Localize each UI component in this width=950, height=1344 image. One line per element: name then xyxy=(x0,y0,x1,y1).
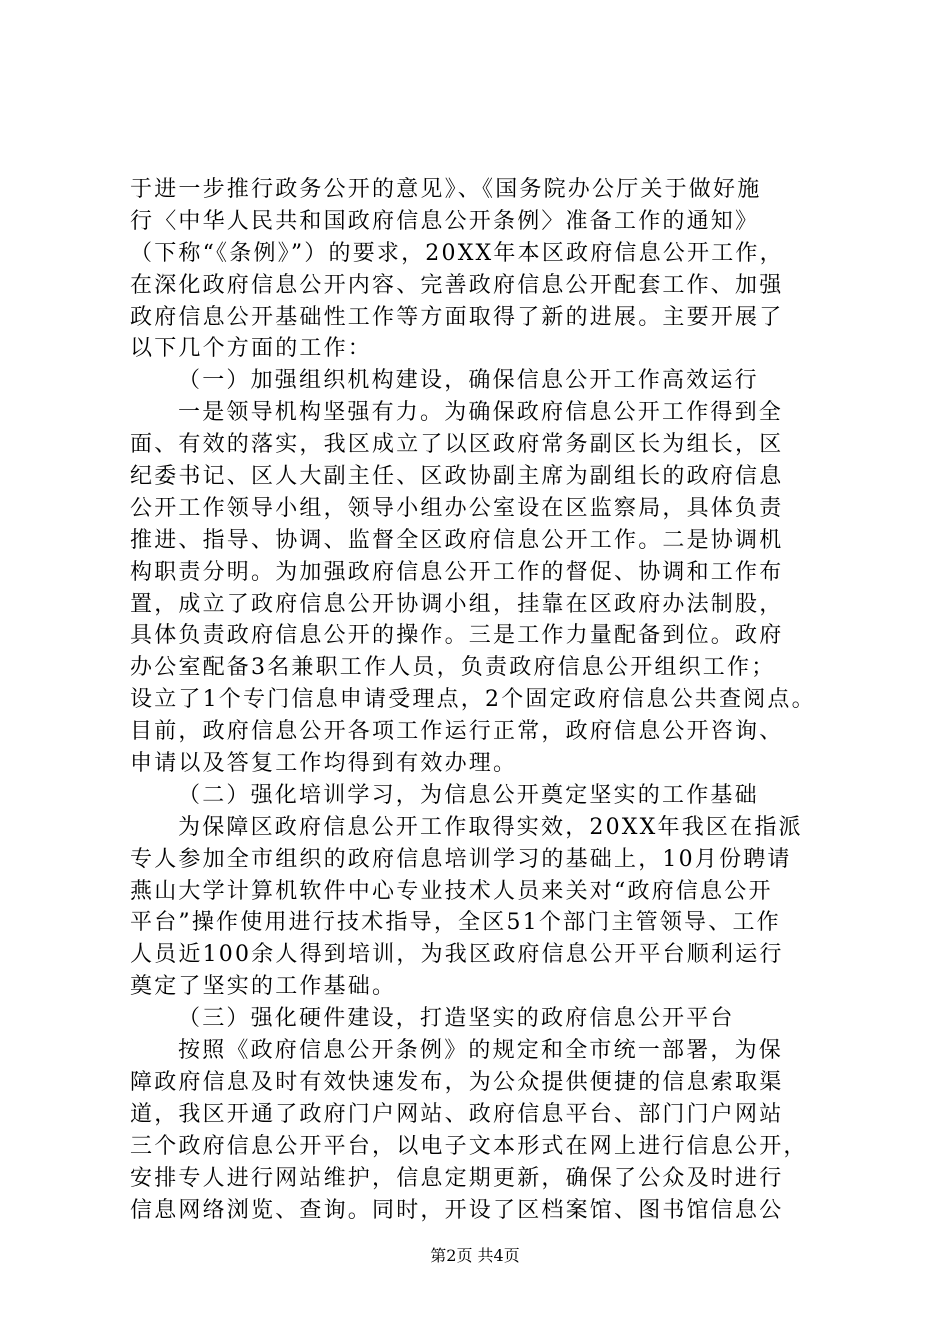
text-line: （一）加强组织机构建设，确保信息公开工作高效运行 xyxy=(178,368,759,394)
document-body xyxy=(130,174,830,1226)
text-line: 具体负责政府信息公开的操作。三是工作力量配备到位。政府 xyxy=(130,623,784,649)
text-line: 以下几个方面的工作： xyxy=(130,336,373,362)
text-line: 奠定了坚实的工作基础。 xyxy=(130,974,397,1000)
text-line: 置，成立了政府信息公开协调小组，挂靠在区政府办法制股， xyxy=(130,591,784,617)
text-line: 政府信息公开基础性工作等方面取得了新的进展。主要开展了 xyxy=(130,304,784,330)
text-line: （三）强化硬件建设，打造坚实的政府信息公开平台 xyxy=(178,1006,735,1032)
text-line: 设立了1个专门信息申请受理点，2个固定政府信息公共查阅点。 xyxy=(130,687,816,713)
text-line: 办公室配备3名兼职工作人员，负责政府信息公开组织工作； xyxy=(130,655,776,681)
text-line: 目前，政府信息公开各项工作运行正常，政府信息公开咨询、 xyxy=(130,719,784,745)
text-line: 平台”操作使用进行技术指导，全区51个部门主管领导、工作 xyxy=(130,910,781,936)
text-line: 燕山大学计算机软件中心专业技术人员来关对“政府信息公开 xyxy=(130,878,773,904)
text-line: 申请以及答复工作均得到有效办理。 xyxy=(130,751,518,777)
text-line: 行〈中华人民共和国政府信息公开条例〉准备工作的通知》 xyxy=(130,208,760,234)
text-line: 公开工作领导小组，领导小组办公室设在区监察局，具体负责 xyxy=(130,495,784,521)
text-line: 障政府信息及时有效快速发布，为公众提供便捷的信息索取渠 xyxy=(130,1069,784,1095)
text-line: 信息网络浏览、查询。同时，开设了区档案馆、图书馆信息公 xyxy=(130,1197,784,1223)
page-footer: 第2页 共4页 xyxy=(430,1246,520,1265)
text-line: 面、有效的落实，我区成立了以区政府常务副区长为组长，区 xyxy=(130,432,784,458)
text-line: 于进一步推行政务公开的意见》、《国务院办公厅关于做好施 xyxy=(130,177,762,202)
text-line: （二）强化培训学习，为信息公开奠定坚实的工作基础 xyxy=(178,782,759,808)
text-line: （下称“《条例》”）的要求，20XX年本区政府信息公开工作， xyxy=(130,240,784,266)
text-line: 推进、指导、协调、监督全区政府信息公开工作。二是协调机 xyxy=(130,527,784,553)
text-line: 道，我区开通了政府门户网站、政府信息平台、部门门户网站 xyxy=(130,1101,784,1127)
text-line: 专人参加全市组织的政府信息培训学习的基础上，10月份聘请 xyxy=(130,846,792,872)
text-line: 按照《政府信息公开条例》的规定和全市统一部署，为保 xyxy=(178,1038,784,1064)
text-line: 人员近100余人得到培训，为我区政府信息公开平台顺利运行 xyxy=(130,942,784,968)
text-line: 纪委书记、区人大副主任、区政协副主席为副组长的政府信息 xyxy=(130,464,784,490)
text-line: 一是领导机构坚强有力。为确保政府信息公开工作得到全 xyxy=(178,400,784,426)
text-line: 构职责分明。为加强政府信息公开工作的督促、协调和工作布 xyxy=(130,559,784,585)
text-line: 安排专人进行网站维护，信息定期更新，确保了公众及时进行 xyxy=(130,1165,784,1191)
text-line: 三个政府信息公开平台，以电子文本形式在网上进行信息公开， xyxy=(130,1133,808,1159)
text-line: 为保障区政府信息公开工作取得实效，20XX年我区在指派 xyxy=(178,814,803,840)
text-line: 在深化政府信息公开内容、完善政府信息公开配套工作、加强 xyxy=(130,272,784,298)
